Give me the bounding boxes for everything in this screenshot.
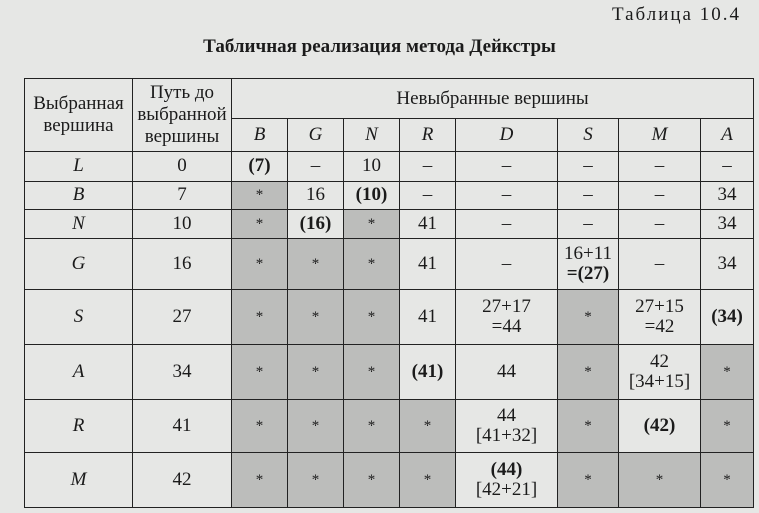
distance-cell — [558, 210, 619, 239]
visited-marker: * — [655, 472, 664, 489]
distance-cell — [701, 181, 754, 210]
distance-value: – — [722, 155, 732, 177]
distance-cell — [558, 453, 619, 508]
distance-value: 44 — [497, 361, 516, 383]
header-vertex: B — [232, 119, 288, 152]
visited-marker: * — [584, 364, 592, 381]
distance-cell — [232, 181, 288, 210]
path-cell: 34 — [133, 345, 232, 400]
distance-cell — [456, 210, 558, 239]
selected-vertex-cell: B — [25, 181, 133, 210]
distance-cell — [701, 453, 754, 508]
distance-cell — [232, 152, 288, 182]
header-vertex: G — [288, 119, 344, 152]
distance-cell — [456, 345, 558, 400]
distance-cell — [619, 453, 701, 508]
distance-cell — [232, 453, 288, 508]
distance-value: =44 — [491, 316, 522, 338]
visited-marker: * — [255, 256, 264, 273]
distance-cell — [288, 152, 344, 182]
distance-value: 27+17 — [482, 296, 531, 318]
visited-marker: * — [423, 418, 432, 435]
distance-cell — [288, 181, 344, 210]
table-row — [25, 152, 754, 182]
distance-cell — [288, 210, 344, 239]
distance-cell — [558, 290, 619, 345]
distance-cell — [232, 400, 288, 453]
distance-value: 44 — [497, 405, 516, 427]
distance-cell — [288, 345, 344, 400]
distance-cell — [288, 400, 344, 453]
distance-value: [42+21] — [475, 479, 538, 501]
distance-cell — [558, 238, 619, 290]
distance-cell — [701, 290, 754, 345]
visited-marker: * — [311, 472, 320, 489]
path-cell: 7 — [133, 181, 232, 210]
table-number: Таблица 10.4 — [611, 4, 741, 25]
distance-cell — [701, 345, 754, 400]
distance-cell — [344, 345, 400, 400]
distance-value: 34 — [717, 213, 737, 234]
distance-value: 16+11 — [563, 243, 612, 265]
selected-vertex-cell: G — [25, 238, 133, 290]
table-row — [25, 181, 754, 210]
distance-cell — [456, 453, 558, 508]
distance-cell — [456, 181, 558, 210]
distance-cell — [701, 152, 754, 182]
distance-cell — [558, 345, 619, 400]
distance-value: – — [310, 155, 321, 177]
visited-marker: * — [584, 418, 592, 435]
path-cell: 0 — [133, 152, 232, 182]
header-path: Путь до выбранной вершины — [133, 79, 232, 152]
table-row — [25, 345, 754, 400]
path-cell: 42 — [133, 453, 232, 508]
distance-value: – — [501, 184, 512, 206]
distance-cell — [400, 152, 456, 182]
distance-cell — [288, 453, 344, 508]
selected-vertex-cell: L — [25, 152, 133, 182]
distance-cell — [619, 290, 701, 345]
distance-cell — [400, 290, 456, 345]
visited-marker: * — [255, 309, 264, 326]
distance-value: – — [583, 155, 593, 177]
distance-value: – — [654, 253, 665, 275]
visited-marker: * — [311, 418, 320, 435]
distance-cell — [344, 210, 400, 239]
distance-value: =42 — [644, 316, 675, 338]
visited-marker: * — [255, 187, 264, 204]
distance-cell — [558, 181, 619, 210]
visited-marker: * — [311, 364, 320, 381]
distance-cell — [344, 400, 400, 453]
distance-value: (7) — [248, 155, 271, 177]
distance-value: – — [583, 184, 593, 206]
distance-cell — [344, 453, 400, 508]
distance-cell — [344, 238, 400, 290]
table-row — [25, 290, 754, 345]
distance-cell — [400, 345, 456, 400]
table-row — [25, 210, 754, 239]
selected-vertex-cell: N — [25, 210, 133, 239]
distance-cell — [619, 238, 701, 290]
distance-cell — [232, 290, 288, 345]
distance-value: 41 — [418, 213, 437, 234]
distance-value: (41) — [411, 361, 444, 383]
distance-cell — [400, 181, 456, 210]
path-cell: 27 — [133, 290, 232, 345]
distance-cell — [400, 453, 456, 508]
visited-marker: * — [584, 472, 592, 489]
distance-value: (34) — [711, 306, 743, 328]
path-cell: 16 — [133, 238, 232, 290]
distance-cell — [232, 210, 288, 239]
distance-value: – — [654, 184, 665, 206]
table-row — [25, 453, 754, 508]
distance-cell — [456, 152, 558, 182]
distance-value: 16 — [306, 184, 325, 206]
distance-cell — [400, 238, 456, 290]
distance-value: 27+15 — [635, 296, 684, 318]
visited-marker: * — [367, 472, 376, 489]
distance-value: – — [501, 155, 512, 177]
visited-marker: * — [723, 472, 731, 489]
distance-cell — [288, 238, 344, 290]
header-vertex: A — [701, 119, 754, 152]
distance-cell — [288, 290, 344, 345]
header-vertex: D — [456, 119, 558, 152]
path-cell: 41 — [133, 400, 232, 453]
header-unselected: Невыбранные вершины — [232, 79, 754, 119]
distance-value: 42 — [650, 351, 669, 373]
distance-value: 41 — [418, 253, 437, 275]
distance-value: – — [501, 253, 512, 275]
visited-marker: * — [255, 216, 264, 232]
dijkstra-table — [24, 78, 754, 508]
distance-value: (10) — [355, 184, 388, 206]
distance-cell — [619, 345, 701, 400]
distance-value: – — [654, 155, 665, 177]
visited-marker: * — [255, 472, 264, 489]
distance-cell — [344, 152, 400, 182]
visited-marker: * — [367, 256, 376, 273]
distance-value: – — [501, 213, 512, 234]
distance-value: 34 — [717, 253, 737, 275]
distance-cell — [619, 181, 701, 210]
table-title: Табличная реализация метода Дейкстры — [203, 36, 556, 57]
header-vertex: N — [344, 119, 400, 152]
header-vertex: S — [558, 119, 619, 152]
visited-marker: * — [367, 216, 376, 232]
header-vertex: R — [400, 119, 456, 152]
distance-value: [34+15] — [628, 371, 691, 393]
visited-marker: * — [367, 309, 376, 326]
selected-vertex-cell: S — [25, 290, 133, 345]
distance-value: – — [583, 213, 593, 234]
distance-value: (44) — [490, 459, 523, 481]
table-row — [25, 238, 754, 290]
distance-value: (16) — [299, 213, 332, 234]
path-cell: 10 — [133, 210, 232, 239]
table-row — [25, 400, 754, 453]
visited-marker: * — [423, 472, 432, 489]
distance-value: – — [654, 213, 665, 234]
distance-cell — [344, 290, 400, 345]
distance-cell — [558, 400, 619, 453]
distance-cell — [701, 238, 754, 290]
visited-marker: * — [311, 309, 320, 326]
distance-cell — [456, 238, 558, 290]
visited-marker: * — [367, 364, 376, 381]
selected-vertex-cell: M — [25, 453, 133, 508]
header-selected-vertex: Выбранная вершина — [25, 79, 133, 152]
visited-marker: * — [311, 256, 320, 273]
visited-marker: * — [255, 364, 264, 381]
distance-value: 41 — [418, 306, 437, 328]
distance-cell — [456, 400, 558, 453]
distance-value: – — [422, 155, 433, 177]
distance-cell — [619, 152, 701, 182]
distance-value: – — [422, 184, 433, 206]
distance-value: [41+32] — [475, 425, 538, 447]
distance-cell — [619, 400, 701, 453]
distance-cell — [619, 210, 701, 239]
visited-marker: * — [255, 418, 264, 435]
visited-marker: * — [723, 418, 731, 435]
distance-cell — [701, 400, 754, 453]
distance-value: 10 — [362, 155, 381, 177]
distance-cell — [344, 181, 400, 210]
selected-vertex-cell: A — [25, 345, 133, 400]
distance-value: 34 — [717, 184, 737, 206]
header-vertex: M — [619, 119, 701, 152]
distance-cell — [400, 400, 456, 453]
distance-cell — [558, 152, 619, 182]
distance-cell — [232, 238, 288, 290]
visited-marker: * — [723, 364, 731, 381]
selected-vertex-cell: R — [25, 400, 133, 453]
visited-marker: * — [367, 418, 376, 435]
distance-cell — [701, 210, 754, 239]
distance-cell — [400, 210, 456, 239]
distance-cell — [232, 345, 288, 400]
distance-cell — [456, 290, 558, 345]
distance-value: =(27) — [566, 263, 610, 285]
visited-marker: * — [584, 309, 592, 326]
distance-value: (42) — [643, 415, 676, 437]
